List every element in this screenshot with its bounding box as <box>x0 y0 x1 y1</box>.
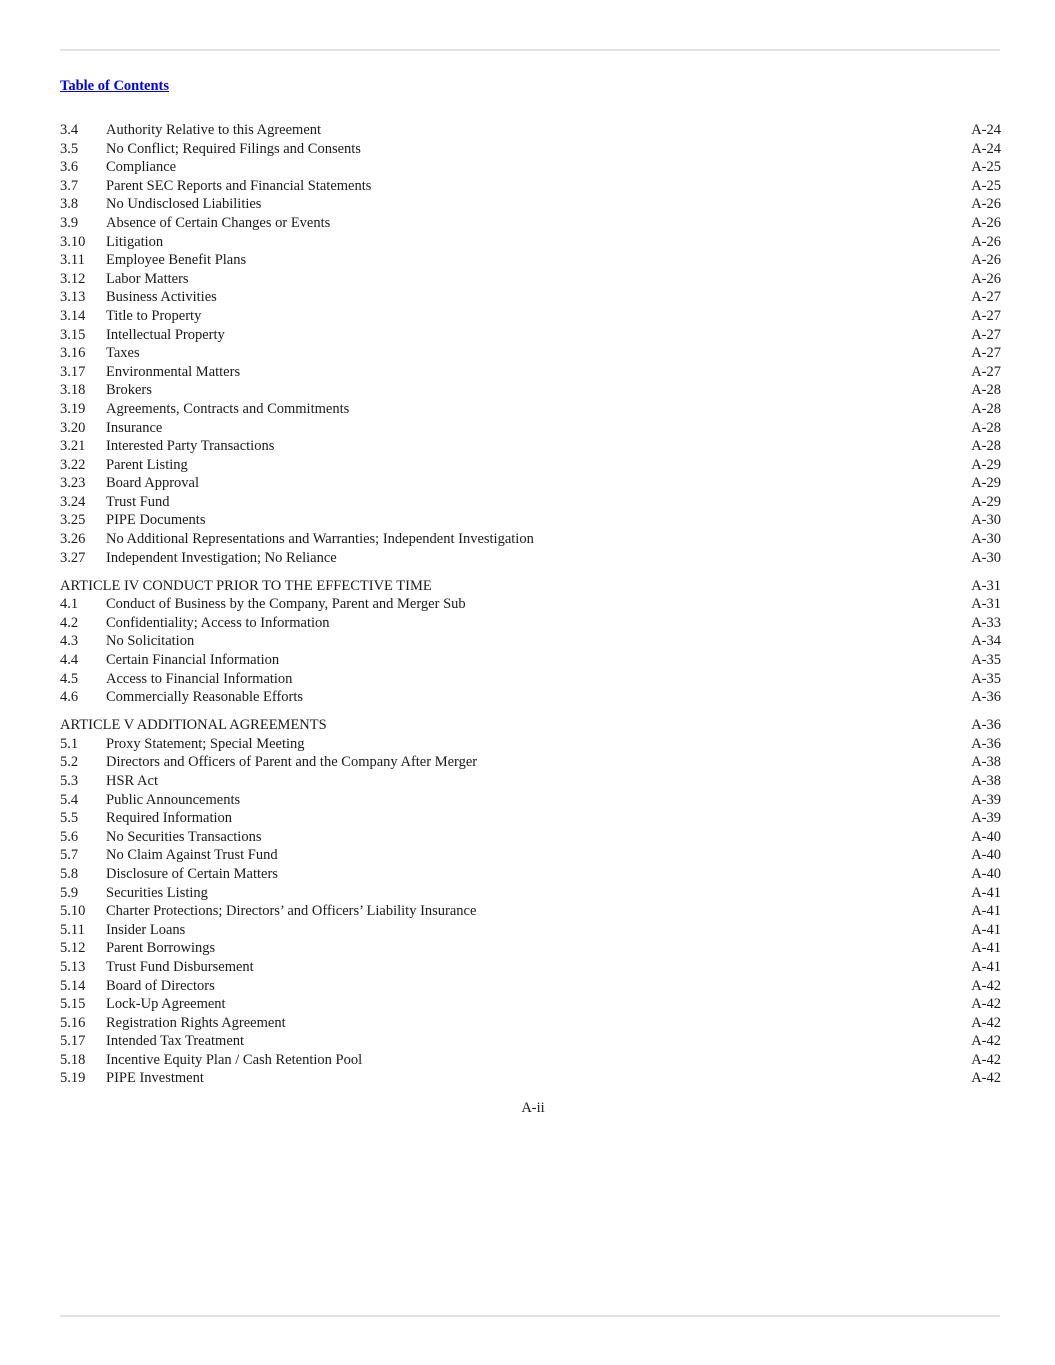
toc-entry <box>60 549 1001 568</box>
section-title: No Solicitation <box>106 633 195 650</box>
section-number: 3.25 <box>60 512 86 529</box>
section-number: 3.20 <box>60 419 86 436</box>
article-page: A-36 <box>971 717 1001 734</box>
section-title: Certain Financial Information <box>106 652 280 669</box>
section-title: Insurance <box>106 419 163 436</box>
section-page: A-28 <box>971 438 1001 455</box>
toc-entry <box>60 921 1001 940</box>
section-page: A-29 <box>971 493 1001 510</box>
toc-entry <box>60 307 1001 326</box>
section-page: A-27 <box>971 345 1001 362</box>
toc-entry <box>60 493 1001 512</box>
toc-entry <box>60 670 1001 689</box>
section-page: A-41 <box>971 903 1001 920</box>
section-title: No Claim Against Trust Fund <box>106 847 278 864</box>
section-number: 5.17 <box>60 1033 86 1050</box>
section-number: 3.16 <box>60 345 86 362</box>
section-title: Agreements, Contracts and Commitments <box>106 400 350 417</box>
section-number: 3.22 <box>60 456 86 473</box>
toc-entry <box>60 158 1001 177</box>
toc-entry <box>60 400 1001 419</box>
section-number: 3.27 <box>60 549 86 566</box>
toc-entry <box>60 1069 1001 1088</box>
toc-entry <box>60 977 1001 996</box>
section-title: No Securities Transactions <box>106 828 262 845</box>
section-page: A-28 <box>971 400 1001 417</box>
section-page: A-30 <box>971 531 1001 548</box>
section-number: 5.13 <box>60 958 86 975</box>
toc-entry <box>60 688 1001 707</box>
section-page: A-36 <box>971 689 1001 706</box>
toc-entry <box>60 902 1001 921</box>
section-number: 3.10 <box>60 233 86 250</box>
toc-entry <box>60 288 1001 307</box>
toc-entry <box>60 381 1001 400</box>
section-number: 5.3 <box>60 772 79 789</box>
section-page: A-31 <box>971 596 1001 613</box>
toc-entry <box>60 809 1001 828</box>
section-page: A-26 <box>971 270 1001 287</box>
section-title: Business Activities <box>106 289 217 306</box>
section-title: Parent Borrowings <box>106 940 216 957</box>
section-number: 5.7 <box>60 847 79 864</box>
article-title: ARTICLE IV CONDUCT PRIOR TO THE EFFECTIVE TIME <box>60 577 432 594</box>
section-page: A-26 <box>971 196 1001 213</box>
section-page: A-25 <box>971 177 1001 194</box>
section-page: A-30 <box>971 512 1001 529</box>
section-page: A-41 <box>971 940 1001 957</box>
section-title: Required Information <box>106 810 233 827</box>
section-number: 3.19 <box>60 400 86 417</box>
section-page: A-34 <box>971 633 1001 650</box>
section-title: Independent Investigation; No Reliance <box>106 549 337 566</box>
section-page: A-28 <box>971 382 1001 399</box>
section-page: A-38 <box>971 754 1001 771</box>
section-number: 5.1 <box>60 735 79 752</box>
section-number: 3.24 <box>60 493 86 510</box>
toc-entry <box>60 214 1001 233</box>
section-page: A-30 <box>971 549 1001 566</box>
section-title: No Undisclosed Liabilities <box>106 196 262 213</box>
section-number: 3.15 <box>60 326 86 343</box>
section-title: Lock-Up Agreement <box>106 996 226 1013</box>
section-title: Conduct of Business by the Company, Parent and Merger Sub <box>106 596 466 613</box>
section-number: 4.6 <box>60 689 79 706</box>
page-number: A-ii <box>521 1100 545 1116</box>
section-page: A-41 <box>971 958 1001 975</box>
toc-entry <box>60 651 1001 670</box>
section-title: Directors and Officers of Parent and the Company After Merger <box>106 754 478 771</box>
section-number: 5.11 <box>60 921 85 938</box>
section-number: 3.17 <box>60 363 86 380</box>
section-title: Interested Party Transactions <box>106 438 275 455</box>
section-number: 5.10 <box>60 903 86 920</box>
top-divider <box>60 49 1000 51</box>
section-page: A-27 <box>971 289 1001 306</box>
section-page: A-42 <box>971 977 1001 994</box>
section-number: 5.14 <box>60 977 86 994</box>
toc-entry <box>60 865 1001 884</box>
section-page: A-40 <box>971 865 1001 882</box>
toc-entry <box>60 1014 1001 1033</box>
section-page: A-42 <box>971 1070 1001 1087</box>
toc-entry <box>60 772 1001 791</box>
section-title: Disclosure of Certain Matters <box>106 865 278 882</box>
section-number: 4.4 <box>60 652 79 669</box>
toc-entry <box>60 344 1001 363</box>
section-title: Intellectual Property <box>106 326 225 343</box>
toc-entry <box>60 363 1001 382</box>
section-page: A-26 <box>971 233 1001 250</box>
section-page: A-39 <box>971 810 1001 827</box>
section-page: A-41 <box>971 884 1001 901</box>
section-number: 5.15 <box>60 996 86 1013</box>
section-number: 5.4 <box>60 791 79 808</box>
section-title: Parent SEC Reports and Financial Statements <box>106 177 372 194</box>
toc-entry <box>60 121 1001 140</box>
toc-entry <box>60 958 1001 977</box>
section-page: A-42 <box>971 1014 1001 1031</box>
section-title: Securities Listing <box>106 884 208 901</box>
section-title: PIPE Investment <box>106 1070 204 1087</box>
section-title: Incentive Equity Plan / Cash Retention Pool <box>106 1051 363 1068</box>
section-title: No Conflict; Required Filings and Consents <box>106 140 361 157</box>
section-number: 3.18 <box>60 382 86 399</box>
toc-entry <box>60 456 1001 475</box>
section-title: Environmental Matters <box>106 363 241 380</box>
toc-entry <box>60 326 1001 345</box>
section-title: Insider Loans <box>106 921 186 938</box>
section-title: Labor Matters <box>106 270 189 287</box>
toc-entry <box>60 753 1001 772</box>
section-page: A-27 <box>971 363 1001 380</box>
toc-article-heading <box>60 716 1001 735</box>
section-number: 3.14 <box>60 307 86 324</box>
section-title: Charter Protections; Directors’ and Officers’ Liability Insurance <box>106 903 477 920</box>
section-title: PIPE Documents <box>106 512 206 529</box>
section-number: 5.8 <box>60 865 79 882</box>
section-page: A-42 <box>971 1033 1001 1050</box>
section-page: A-36 <box>971 735 1001 752</box>
section-number: 3.21 <box>60 438 86 455</box>
section-page: A-42 <box>971 996 1001 1013</box>
toc-entry <box>60 195 1001 214</box>
article-page: A-31 <box>971 577 1001 594</box>
section-number: 5.5 <box>60 810 79 827</box>
section-number: 3.5 <box>60 140 79 157</box>
section-title: Trust Fund <box>106 493 170 510</box>
section-title: Intended Tax Treatment <box>106 1033 245 1050</box>
toc-entry <box>60 251 1001 270</box>
section-page: A-27 <box>971 307 1001 324</box>
bottom-divider <box>60 1315 1000 1317</box>
section-number: 3.23 <box>60 475 86 492</box>
section-number: 3.11 <box>60 252 85 269</box>
toc-entry <box>60 530 1001 549</box>
section-page: A-24 <box>971 140 1001 157</box>
section-title: Parent Listing <box>106 456 188 473</box>
section-number: 5.2 <box>60 754 79 771</box>
section-page: A-24 <box>971 122 1001 138</box>
section-number: 3.8 <box>60 196 79 213</box>
section-number: 5.18 <box>60 1051 86 1068</box>
section-number: 5.12 <box>60 940 86 957</box>
section-number: 4.2 <box>60 614 79 631</box>
toc-entry <box>60 1032 1001 1051</box>
section-title: Commercially Reasonable Efforts <box>106 689 304 706</box>
toc-entry <box>60 419 1001 438</box>
toc-entry <box>60 632 1001 651</box>
toc-entry <box>60 791 1001 810</box>
toc-entry <box>60 595 1001 614</box>
toc-entry <box>60 1051 1001 1070</box>
section-page: A-26 <box>971 214 1001 231</box>
toc-entry <box>60 828 1001 847</box>
section-number: 4.5 <box>60 670 79 687</box>
section-number: 5.6 <box>60 828 79 845</box>
section-title: Litigation <box>106 233 164 250</box>
toc-entry <box>60 614 1001 633</box>
toc-entry <box>60 735 1001 754</box>
toc-entry <box>60 939 1001 958</box>
section-title: Absence of Certain Changes or Events <box>106 214 331 231</box>
section-title: Confidentiality; Access to Information <box>106 614 330 631</box>
section-page: A-40 <box>971 847 1001 864</box>
section-title: HSR Act <box>106 772 158 789</box>
section-number: 5.16 <box>60 1014 86 1031</box>
section-page: A-40 <box>971 828 1001 845</box>
section-page: A-29 <box>971 475 1001 492</box>
section-page: A-41 <box>971 921 1001 938</box>
section-title: Title to Property <box>106 307 202 324</box>
section-page: A-27 <box>971 326 1001 343</box>
toc-entry <box>60 995 1001 1014</box>
section-title: Board Approval <box>106 475 200 492</box>
section-page: A-38 <box>971 772 1001 789</box>
article-title: ARTICLE V ADDITIONAL AGREEMENTS <box>60 717 327 734</box>
toc-entry <box>60 884 1001 903</box>
section-title: Proxy Statement; Special Meeting <box>106 735 305 752</box>
section-title: Public Announcements <box>106 791 241 808</box>
section-number: 3.6 <box>60 159 79 176</box>
section-title: Employee Benefit Plans <box>106 252 247 269</box>
section-page: A-35 <box>971 670 1001 687</box>
section-number: 3.9 <box>60 214 79 231</box>
toc-article-heading <box>60 577 1001 596</box>
section-page: A-33 <box>971 614 1001 631</box>
section-number: 3.26 <box>60 531 86 548</box>
toc-entry <box>60 140 1001 159</box>
toc-entry <box>60 177 1001 196</box>
section-number: 3.4 <box>60 122 79 138</box>
section-title: Trust Fund Disbursement <box>106 958 254 975</box>
section-page: A-26 <box>971 252 1001 269</box>
section-number: 5.9 <box>60 884 79 901</box>
section-page: A-28 <box>971 419 1001 436</box>
section-page: A-35 <box>971 652 1001 669</box>
toc-list <box>60 121 1001 1088</box>
section-number: 4.3 <box>60 633 79 650</box>
section-title: Brokers <box>106 382 152 399</box>
section-page: A-25 <box>971 159 1001 176</box>
section-page: A-29 <box>971 456 1001 473</box>
section-number: 3.13 <box>60 289 86 306</box>
section-title: Compliance <box>106 159 177 176</box>
section-title: Authority Relative to this Agreement <box>106 122 322 138</box>
toc-entry <box>60 846 1001 865</box>
section-number: 4.1 <box>60 596 79 613</box>
section-page: A-42 <box>971 1051 1001 1068</box>
section-title: Access to Financial Information <box>106 670 293 687</box>
section-number: 3.12 <box>60 270 86 287</box>
toc-entry <box>60 511 1001 530</box>
toc-entry <box>60 270 1001 289</box>
toc-entry <box>60 437 1001 456</box>
toc-entry <box>60 474 1001 493</box>
section-page: A-39 <box>971 791 1001 808</box>
section-title: Registration Rights Agreement <box>106 1014 286 1031</box>
section-title: No Additional Representations and Warranties; Independent Investigation <box>106 531 534 548</box>
toc-entry <box>60 233 1001 252</box>
section-title: Board of Directors <box>106 977 215 994</box>
section-title: Taxes <box>106 345 140 362</box>
section-number: 5.19 <box>60 1070 86 1087</box>
table-of-contents-link[interactable]: Table of Contents <box>60 78 170 94</box>
section-number: 3.7 <box>60 177 79 194</box>
